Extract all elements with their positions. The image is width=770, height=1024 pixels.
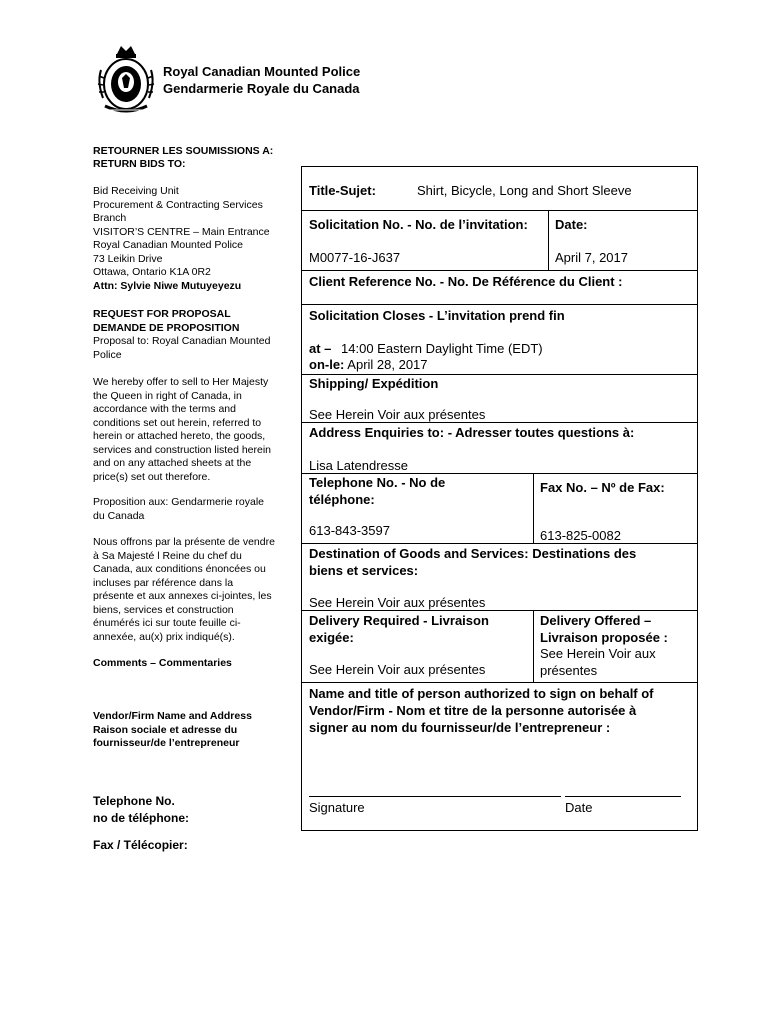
offer-line: the Queen in right of Canada, in	[93, 389, 242, 402]
solicitation-label: Solicitation No. - No. de l’invitation:	[309, 217, 528, 232]
attention-line: Attn: Sylvie Niwe Mutuyeyezu	[93, 279, 242, 292]
offer-line: We hereby offer to sell to Her Majesty	[93, 376, 269, 388]
divider	[301, 210, 698, 211]
closes-at-value: 14:00 Eastern Daylight Time (EDT)	[341, 341, 543, 356]
vendor-line: Raison sociale et adresse du	[93, 723, 238, 736]
rfp-heading-en: REQUEST FOR PROPOSAL	[93, 308, 231, 320]
closes-at-label: at –	[309, 341, 332, 356]
offer-line: présente et aux annexes ci-jointes, les	[93, 590, 272, 602]
return-address	[93, 185, 293, 293]
return-bids-heading-en: RETURN BIDS TO:	[93, 158, 186, 170]
date-signature-line[interactable]	[565, 796, 681, 797]
divider	[301, 543, 698, 544]
telephone-field-label-line: téléphone:	[309, 492, 375, 507]
proposition-line: du Canada	[93, 509, 145, 522]
closes-at-row	[309, 340, 543, 357]
enquiries-value: Lisa Latendresse	[309, 458, 409, 473]
offer-line: and on any attached sheets at the	[93, 457, 252, 469]
offer-text-en	[93, 376, 298, 484]
offer-line: Canada, aux conditions énoncées ou	[93, 563, 266, 575]
offer-line: accordance with the terms and	[93, 403, 236, 415]
proposition-fr	[93, 496, 298, 523]
delivery-offered-label-line: Delivery Offered –	[540, 613, 652, 628]
closes-on-row	[309, 356, 428, 373]
offer-line: à Sa Majesté l Reine du chef du	[93, 549, 242, 562]
divider	[301, 682, 698, 683]
signature-line[interactable]	[309, 796, 561, 797]
solicitation-closes-label: Solicitation Closes - L’invitation prend fin	[309, 308, 565, 323]
org-name-en: Royal Canadian Mounted Police	[163, 64, 361, 79]
address-line: Royal Canadian Mounted Police	[93, 239, 244, 251]
divider	[301, 270, 698, 271]
closes-on-label: on-le:	[309, 357, 345, 372]
telephone-value: 613-843-3597	[309, 523, 390, 538]
enquiries-label: Address Enquiries to: - Adresser toutes questions à:	[309, 425, 635, 440]
destination-label-line: biens et services:	[309, 563, 419, 578]
divider-vertical	[533, 473, 534, 543]
date-value: April 7, 2017	[555, 250, 628, 265]
offer-line: herein or attached hereto, the goods,	[93, 430, 266, 442]
delivery-required-label-line: exigée:	[309, 630, 354, 645]
destination-label-line: Destination of Goods and Services: Destinations des	[309, 546, 637, 561]
shipping-label: Shipping/ Expédition	[309, 376, 439, 391]
vendor-line: fournisseur/de l’entrepreneur	[93, 737, 240, 749]
offer-line: incluses par référence dans la	[93, 576, 234, 589]
destination-label	[309, 545, 694, 579]
client-reference-label: Client Reference No. - No. De Référence du Client :	[309, 274, 623, 289]
fax-value: 613-825-0082	[540, 528, 621, 543]
destination-value: See Herein Voir aux présentes	[309, 595, 486, 610]
telephone-field-label-line: Telephone No. - No de	[309, 475, 446, 490]
delivery-offered-value-line: présentes	[540, 663, 598, 678]
offer-line: services and construction listed herein	[93, 443, 272, 456]
authorized-label-line: Name and title of person authorized to sign on behalf of	[309, 686, 654, 701]
org-name-fr: Gendarmerie Royale du Canada	[163, 81, 360, 96]
delivery-required-value: See Herein Voir aux présentes	[309, 662, 486, 677]
address-line: 73 Leikin Drive	[93, 252, 163, 265]
proposal-to-line: Proposal to: Royal Canadian Mounted	[93, 335, 271, 347]
proposition-line: Proposition aux: Gendarmerie royale	[93, 496, 265, 508]
address-line: Ottawa, Ontario K1A 0R2	[93, 266, 211, 278]
solicitation-value: M0077-16-J637	[309, 250, 401, 265]
telephone-line: no de téléphone:	[93, 811, 189, 825]
vendor-line: Vendor/Firm Name and Address	[93, 710, 252, 722]
date-signature-label: Date	[565, 800, 593, 815]
fax-label: Fax / Télécopier:	[93, 838, 188, 852]
offer-line: énumérés ici sur toute feuille ci-	[93, 617, 241, 629]
closes-on-value: April 28, 2017	[347, 357, 428, 372]
delivery-offered-label-line: Livraison proposée :	[540, 630, 668, 645]
address-line: VISITOR’S CENTRE – Main Entrance	[93, 225, 270, 238]
offer-line: price(s) set out therefore.	[93, 470, 211, 483]
delivery-offered-value	[540, 645, 695, 679]
delivery-offered-value-line: See Herein Voir aux	[540, 646, 656, 661]
rcmp-crest-logo	[95, 42, 157, 118]
offer-line: annexée, au(x) prix indiqué(s).	[93, 630, 235, 643]
delivery-required-label	[309, 612, 529, 646]
signature-label: Signature	[309, 800, 365, 815]
rfp-heading-fr: DEMANDE DE PROPOSITION	[93, 322, 240, 334]
comments-label: Comments – Commentaries	[93, 657, 232, 669]
authorized-label-line: Vendor/Firm - Nom et titre de la personne autorisée à	[309, 703, 637, 718]
delivery-offered-label	[540, 612, 695, 646]
address-line: Bid Receiving Unit	[93, 185, 179, 197]
offer-text-fr	[93, 536, 298, 644]
authorized-label-line: signer au nom du fournisseur/de l’entrepreneur :	[309, 720, 611, 735]
title-value: Shirt, Bicycle, Long and Short Sleeve	[417, 183, 632, 198]
telephone-line: Telephone No.	[93, 794, 175, 808]
address-line: Branch	[93, 212, 127, 224]
proposal-to-line: Police	[93, 348, 122, 361]
telephone-label	[93, 793, 189, 827]
vendor-label	[93, 710, 298, 751]
authorized-person-label	[309, 685, 694, 736]
offer-line: Nous offrons par la présente de vendre	[93, 536, 275, 548]
address-line: Procurement & Contracting Services	[93, 198, 263, 211]
offer-line: conditions set out herein, referred to	[93, 416, 262, 429]
divider-vertical	[548, 210, 549, 270]
divider-vertical	[533, 610, 534, 682]
title-label: Title-Sujet:	[309, 183, 376, 198]
fax-field-label: Fax No. – Nº de Fax:	[540, 480, 665, 495]
divider	[301, 304, 698, 305]
shipping-value: See Herein Voir aux présentes	[309, 407, 486, 422]
proposal-to	[93, 335, 298, 362]
date-label: Date:	[555, 217, 588, 232]
return-bids-heading-fr: RETOURNER LES SOUMISSIONS A:	[93, 145, 274, 157]
offer-line: biens, services et construction	[93, 603, 234, 616]
telephone-field-label	[309, 474, 529, 508]
delivery-required-label-line: Delivery Required - Livraison	[309, 613, 489, 628]
